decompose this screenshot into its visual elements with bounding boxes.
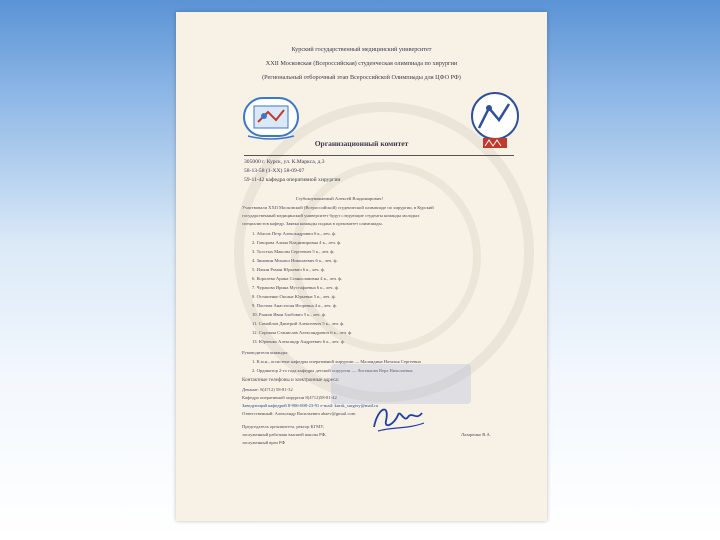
header-university: Курский государственный медицинский университет: [291, 46, 432, 53]
contact-line: Деканат: 8(4712) 58-81-32: [242, 387, 293, 392]
participant-item: 4. Зиновин Михаил Николаевич 6 к., леч. ф.: [252, 258, 338, 263]
leaders-intro: Руководители команды:: [242, 350, 289, 355]
participant-item: 9. Пастова Анастасия Игоревна 4 к., леч. ф.: [252, 303, 337, 308]
signature-icon: [368, 397, 428, 437]
participant-item: 7. Чуракова Ирина Мустафаевна 6 к., леч. ф.: [252, 285, 339, 290]
leader-item: 2. Ординатор 2-го года кафедры детской хирургии — Лисенкова Вера Николаевна: [252, 368, 413, 373]
address-line-2: 58-13-58 (1-XX) 58-09-07: [244, 168, 305, 174]
title-rule: [244, 155, 514, 156]
letter-greeting: Глубокоуважаемый Алексей Владимирович!: [296, 196, 384, 201]
participant-item: 8. Осташенко Оксана Юрьевна 5 к., леч. ф.: [252, 294, 336, 299]
document-sheet: [176, 12, 547, 521]
participant-item: 13. Юрченко Александр Андреевич 6 к., леч. ф.: [252, 339, 345, 344]
address-line-1: 305000 г. Курск, ул. К.Маркса, д.3: [244, 159, 325, 165]
contact-line: Ответственный: Александр Васильевич abaev@gmail.com: [242, 411, 356, 416]
letter-intro-1: Участвовали XXII Московской (Всероссийской) студенческой олимпиаде по хирургии, в Курский: [242, 205, 434, 210]
letter-intro-3: специалистов кафедр. Заявка команды подана в оргкомитет олимпиады.: [242, 221, 383, 226]
participant-item: 3. Толстых Максим Сергеевич 5 к., леч. ф.: [252, 249, 335, 254]
closing-line: Председатель оргкомитета, ректор КГМУ,: [242, 424, 324, 429]
leader-item: 1. К.м.н., ассистент кафедры оперативной хирургии — Маландина Наталья Сергеевна: [252, 359, 421, 364]
participant-item: 1. Абасов Петр Александрович 6 к., леч. ф.: [252, 231, 337, 236]
contact-line: Заведующий кафедрой 8-906-698-23-91 e-mail: kursk_surgery@mail.ru: [242, 403, 379, 408]
closing-line: заслуженный работник высшей школы РФ,: [242, 432, 327, 437]
participant-item: 5. Ильин Роман Юрьевич 6 к., леч. ф.: [252, 267, 325, 272]
closing-line: заслуженный врач РФ: [242, 440, 286, 445]
contact-line: Кафедра оперативной хирургии 8(4712)58-81-42: [242, 395, 337, 400]
participant-item: 11. Самойлов Дмитрий Алексеевич 5 к., леч. ф.: [252, 321, 345, 326]
participant-item: 6. Королева Арина Станиславовна 4 к., леч. ф.: [252, 276, 343, 281]
contacts-title: Контактные телефоны и электронные адреса:: [242, 378, 339, 383]
participant-item: 10. Рыжов Иван Злобович 5 к., леч. ф.: [252, 312, 326, 317]
letter-intro-2: государственный медицинский университет будут следующие студенты команды молодых: [242, 213, 420, 218]
committee-title: Организационный комитет: [314, 139, 409, 148]
participant-item: 2. Говорова Алина Владимировна 4 к., леч. ф.: [252, 240, 342, 245]
university-logo-icon: [242, 92, 300, 142]
participant-item: 12. Сорокин Станислав Александрович 6 к., леч. ф.: [252, 330, 353, 335]
header-stage: (Региональный отборочный этап Всероссийской Олимпиады для ЦФО РФ): [262, 74, 461, 81]
address-line-3: 59-11-42 кафедра оперативной хирургии: [244, 177, 341, 183]
header-olympiad: XXII Московская (Всероссийская) студенческая олимпиада по хирургии: [265, 60, 458, 67]
signer-name: Лазаренко В.А.: [461, 432, 491, 437]
